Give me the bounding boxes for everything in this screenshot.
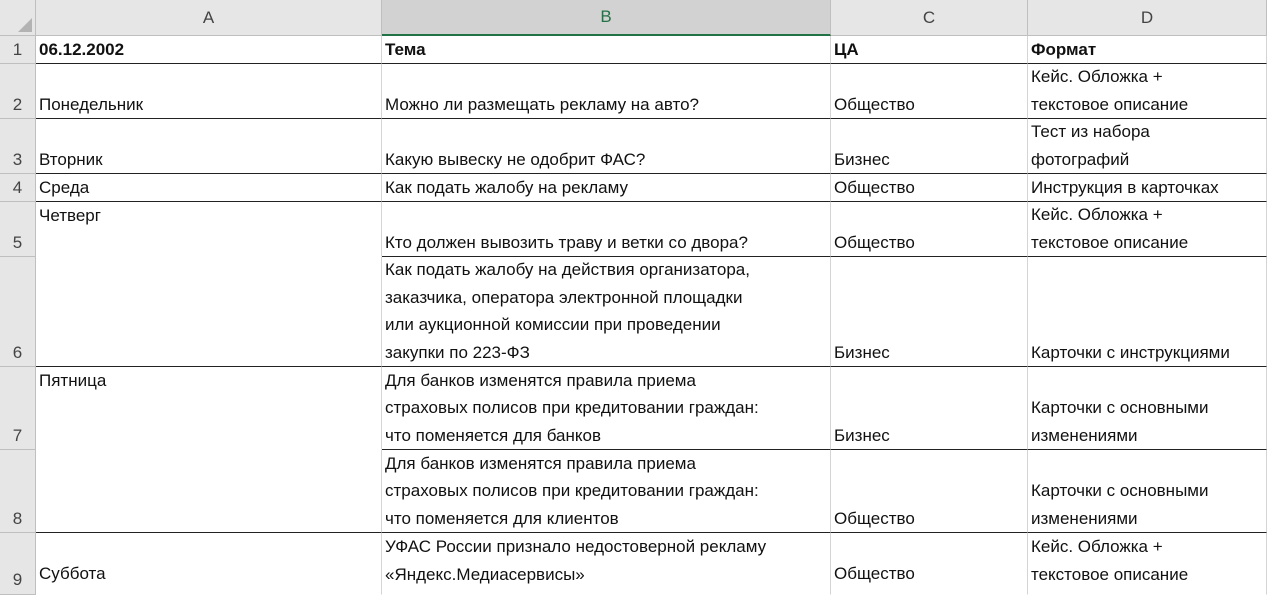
- cell-text: Общество: [834, 177, 915, 197]
- cell-text: закупки по 223-ФЗ: [385, 342, 530, 362]
- cell-a4[interactable]: [36, 174, 382, 202]
- cell-b3[interactable]: [382, 119, 831, 174]
- cell-text: Инструкция в карточках: [1031, 177, 1219, 197]
- cell-text: Общество: [834, 564, 915, 583]
- cell-a3[interactable]: [36, 119, 382, 174]
- select-all-corner[interactable]: [0, 0, 36, 36]
- cell-text: Как подать жалобу на действия организатора,: [385, 260, 750, 279]
- cell-d9[interactable]: [1028, 533, 1267, 595]
- row-header-1[interactable]: 1: [0, 36, 36, 64]
- cell-text: Кейс. Обложка +: [1031, 67, 1163, 86]
- cell-a7[interactable]: [36, 367, 382, 450]
- cell-text: Среда: [39, 177, 90, 197]
- cell-b5[interactable]: [382, 202, 831, 257]
- cell-text: Можно ли размещать рекламу на авто?: [385, 94, 699, 114]
- cell-d3[interactable]: [1028, 119, 1267, 174]
- cell-text: Бизнес: [834, 149, 890, 169]
- cell-text: страховых полисов при кредитовании граждан:: [385, 398, 759, 417]
- cell-a5[interactable]: [36, 202, 382, 257]
- cell-d1[interactable]: Формат: [1028, 36, 1267, 64]
- cell-text: изменениями: [1031, 425, 1138, 445]
- cell-c2[interactable]: [831, 64, 1028, 119]
- cell-b7[interactable]: [382, 367, 831, 450]
- row-header-7[interactable]: 7: [0, 367, 36, 450]
- cell-a2[interactable]: [36, 64, 382, 119]
- cell-text: что поменяется для клиентов: [385, 508, 619, 528]
- select-all-triangle-icon: [18, 18, 32, 32]
- cell-text: Четверг: [39, 206, 101, 225]
- cell-a1[interactable]: 06.12.2002: [36, 36, 382, 64]
- cell-text: текстовое описание: [1031, 564, 1189, 584]
- cell-text: Понедельник: [39, 94, 144, 114]
- cell-text: Карточки с инструкциями: [1031, 342, 1230, 362]
- cell-text: Как подать жалобу на рекламу: [385, 177, 629, 197]
- cell-c6[interactable]: [831, 257, 1028, 367]
- cell-text: Для банков изменятся правила приема: [385, 453, 696, 473]
- cell-text: Карточки с основными: [1031, 398, 1209, 417]
- row-header-3[interactable]: 3: [0, 119, 36, 174]
- cell-text: или аукционной комиссии при проведении: [385, 315, 721, 334]
- cell-c3[interactable]: [831, 119, 1028, 174]
- cell-text: Пятница: [39, 371, 107, 390]
- cell-d7[interactable]: [1028, 367, 1267, 450]
- cell-text: Суббота: [39, 564, 106, 583]
- cell-b6[interactable]: [382, 257, 831, 367]
- cell-text: УФАС России признало недостоверной рекламу: [385, 537, 767, 556]
- cell-b1[interactable]: Тема: [382, 36, 831, 64]
- cell-a9[interactable]: [36, 533, 382, 595]
- cell-c7[interactable]: [831, 367, 1028, 450]
- cell-text: Кто должен вывозить траву и ветки со двора?: [385, 232, 748, 252]
- cell-text: что поменяется для банков: [385, 425, 602, 445]
- row-header-2[interactable]: 2: [0, 64, 36, 119]
- column-header-a[interactable]: A: [36, 0, 382, 36]
- cell-text: Общество: [834, 508, 915, 528]
- cell-d5[interactable]: [1028, 202, 1267, 257]
- cell-b4[interactable]: [382, 174, 831, 202]
- cell-text: заказчика, оператора электронной площадки: [385, 287, 743, 307]
- cell-text: Кейс. Обложка +: [1031, 205, 1163, 224]
- cell-text: Тест из набора: [1031, 122, 1150, 141]
- column-header-d[interactable]: D: [1028, 0, 1267, 36]
- cell-d6[interactable]: [1028, 257, 1267, 367]
- cell-text: страховых полисов при кредитовании граждан:: [385, 481, 759, 500]
- row-header-5[interactable]: 5: [0, 202, 36, 257]
- row-header-9[interactable]: 9: [0, 533, 36, 595]
- cell-text: Вторник: [39, 149, 103, 169]
- cell-text: Карточки с основными: [1031, 481, 1209, 500]
- cell-b2[interactable]: [382, 64, 831, 119]
- cell-text: Кейс. Обложка +: [1031, 537, 1163, 556]
- cell-c1[interactable]: ЦА: [831, 36, 1028, 64]
- row-header-6[interactable]: 6: [0, 257, 36, 367]
- cell-text: Бизнес: [834, 425, 890, 445]
- cell-b9[interactable]: [382, 533, 831, 595]
- cell-text: Общество: [834, 232, 915, 252]
- cell-text: Для банков изменятся правила приема: [385, 370, 696, 390]
- column-header-c[interactable]: C: [831, 0, 1028, 36]
- row-header-8[interactable]: 8: [0, 450, 36, 533]
- cell-c8[interactable]: [831, 450, 1028, 533]
- cell-a8[interactable]: [36, 450, 382, 533]
- cell-a6[interactable]: [36, 257, 382, 367]
- cell-d4[interactable]: [1028, 174, 1267, 202]
- row-header-4[interactable]: 4: [0, 174, 36, 202]
- cell-c9[interactable]: [831, 533, 1028, 595]
- cell-text: текстовое описание: [1031, 94, 1189, 114]
- cell-text: Какую вывеску не одобрит ФАС?: [385, 149, 646, 169]
- cell-text: текстовое описание: [1031, 232, 1189, 252]
- cell-d2[interactable]: [1028, 64, 1267, 119]
- column-header-b[interactable]: B: [382, 0, 831, 36]
- cell-text: «Яндекс.Медиасервисы»: [385, 564, 585, 584]
- cell-text: фотографий: [1031, 149, 1130, 169]
- cell-b8[interactable]: [382, 450, 831, 533]
- cell-d8[interactable]: [1028, 450, 1267, 533]
- cell-c5[interactable]: [831, 202, 1028, 257]
- cell-text: Общество: [834, 94, 915, 114]
- cell-text: Бизнес: [834, 342, 890, 362]
- cell-text: изменениями: [1031, 508, 1138, 528]
- cell-c4[interactable]: [831, 174, 1028, 202]
